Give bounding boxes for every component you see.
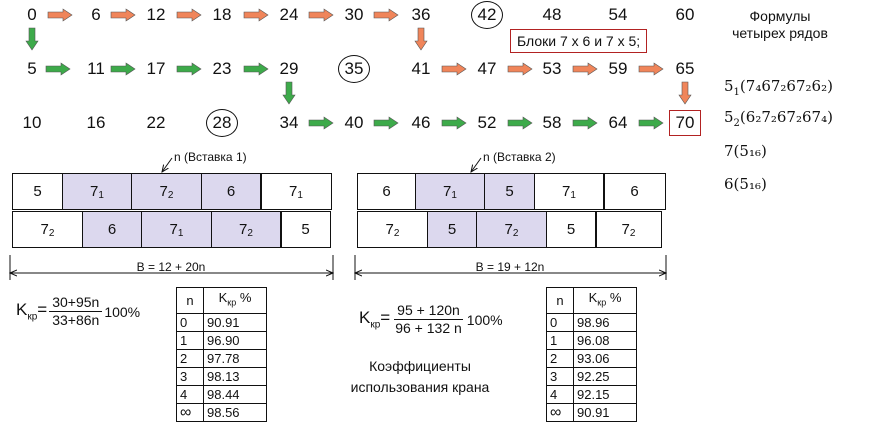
left-table-k-1: 96.90	[204, 332, 267, 350]
table-row	[547, 386, 637, 404]
left-table-k-5: 98.56	[204, 404, 267, 422]
table-row	[177, 386, 267, 404]
seq-number-final-70: 70	[669, 110, 701, 136]
left-r2-block-4: 7 $_2$	[211, 211, 282, 248]
green-arrow-r2-2	[177, 63, 201, 75]
right-k-formula	[359, 302, 503, 337]
seq-number-52: 52	[477, 113, 497, 132]
left-table-n-5: ∞	[177, 404, 204, 422]
left-table-n-3: 3	[177, 368, 204, 386]
right-k-numerator: 95 + 120n	[394, 302, 463, 320]
right-table-k-0: 98.96	[574, 314, 637, 332]
right-table-k-4: 92.15	[574, 386, 637, 404]
right-k-table	[546, 287, 637, 422]
seq-number-54: 54	[608, 5, 628, 24]
right-r1-block-2: 7 $_1$	[415, 173, 486, 210]
row-formula-3: 7(5₁₆)	[724, 142, 767, 160]
seq-number-5: 5	[27, 59, 37, 78]
left-k-table	[176, 287, 267, 422]
orange-arrow-r1-1	[111, 9, 135, 21]
table-row	[547, 332, 637, 350]
left-scheme-row1	[12, 173, 332, 210]
table-row	[177, 332, 267, 350]
right-table-k-2: 93.06	[574, 350, 637, 368]
seq-number-40: 40	[344, 113, 364, 132]
orange-arrow-r2-0	[442, 63, 466, 75]
right-r1-block-3: 5	[484, 173, 535, 210]
seq-number-10: 10	[22, 113, 42, 132]
seq-number-12: 12	[146, 5, 166, 24]
green-arrow-down-0	[26, 28, 38, 50]
orange-arrow-r2-1	[508, 63, 532, 75]
green-arrow-r3-1	[374, 117, 398, 129]
left-table-k-2: 97.78	[204, 350, 267, 368]
formulas-title-line2: четырех рядов	[732, 25, 828, 41]
right-table-k-1: 96.08	[574, 332, 637, 350]
orange-arrow-r1-0	[48, 9, 72, 21]
table-row	[547, 404, 637, 422]
orange-arrow-r1-5	[374, 9, 398, 21]
right-r2-block-4: 5	[546, 211, 597, 248]
left-k-suffix: 100%	[104, 303, 141, 320]
left-k-formula	[16, 294, 140, 329]
seq-number-circled-42: 42	[471, 1, 503, 29]
seq-number-0: 0	[27, 5, 37, 24]
right-k-denominator: 96 + 132 n	[395, 320, 462, 336]
seq-number-59: 59	[608, 59, 628, 78]
seq-number-18: 18	[212, 5, 232, 24]
left-r1-block-3: 7 $_2$	[131, 173, 202, 210]
green-arrow-r3-0	[309, 117, 333, 129]
right-table-n-3: 3	[547, 368, 574, 386]
left-table-k-4: 98.44	[204, 386, 267, 404]
left-k-numerator: 30+95n	[49, 294, 102, 312]
row-formula-1: $5_1(7_467_267_26_2)$	[724, 77, 833, 98]
green-arrow-r3-4	[573, 117, 597, 129]
orange-arrow-down-36	[415, 28, 427, 50]
seq-number-16: 16	[86, 113, 106, 132]
table-row	[547, 350, 637, 368]
right-r2-block-1: 7 $_2$	[357, 211, 428, 248]
seq-number-6: 6	[91, 5, 101, 24]
left-table-n-2: 2	[177, 350, 204, 368]
right-table-k-3: 92.25	[574, 368, 637, 386]
right-r1-block-4: 7 $_1$	[534, 173, 605, 210]
seq-number-65: 65	[675, 59, 695, 78]
green-arrow-r2-0	[46, 63, 70, 75]
right-table-n-1: 1	[547, 332, 574, 350]
right-table-n-0: 0	[547, 314, 574, 332]
left-k-symbol: $K_{кр}=$	[16, 300, 48, 323]
orange-arrow-r1-2	[177, 9, 201, 21]
left-r2-block-5: 5	[280, 211, 331, 248]
row-formula-2: $5_2(6_27_267_267_4)$	[724, 108, 833, 129]
seq-number-17: 17	[146, 59, 166, 78]
seq-number-48: 48	[542, 5, 562, 24]
insert-2-label: n (Вставка 2)	[483, 150, 556, 164]
table-row	[177, 404, 267, 422]
left-r1-block-5: 7 $_1$	[260, 173, 332, 210]
left-table-k-0: 90.91	[204, 314, 267, 332]
right-r2-block-2: 5	[427, 211, 478, 248]
blocks-note: Блоки 7 х 6 и 7 х 5;	[510, 29, 647, 53]
seq-number-34: 34	[279, 113, 299, 132]
right-k-fraction	[392, 302, 465, 337]
left-table-header-k: $K_{кр}$ %	[204, 288, 267, 314]
insert-2-pointer	[471, 158, 481, 172]
right-table-n-5: ∞	[547, 404, 574, 422]
table-row	[547, 368, 637, 386]
table-row	[547, 314, 637, 332]
orange-arrow-down-65	[679, 82, 691, 104]
right-scheme-row2	[357, 211, 662, 248]
green-arrow-r2-3	[244, 63, 268, 75]
left-k-denominator: 33+86n	[52, 312, 100, 328]
seq-number-53: 53	[542, 59, 562, 78]
right-table-n-2: 2	[547, 350, 574, 368]
right-table-n-4: 4	[547, 386, 574, 404]
right-r1-block-1: 6	[357, 173, 416, 210]
green-arrow-r3-5	[639, 117, 663, 129]
caption	[330, 356, 510, 398]
right-r1-block-5: 6	[603, 173, 666, 210]
seq-number-64: 64	[608, 113, 628, 132]
left-r2-block-3: 7 $_1$	[141, 211, 212, 248]
left-table-k-3: 98.13	[204, 368, 267, 386]
seq-number-11: 11	[87, 59, 105, 78]
seq-number-47: 47	[477, 59, 497, 78]
green-arrow-down-29	[283, 82, 295, 104]
seq-number-24: 24	[279, 5, 299, 24]
left-r2-block-2: 6	[82, 211, 143, 248]
table-row	[177, 350, 267, 368]
orange-arrow-r1-3	[244, 9, 268, 21]
left-table-n-0: 0	[177, 314, 204, 332]
seq-number-60: 60	[675, 5, 695, 24]
formulas-title-line1: Формулы	[749, 8, 811, 24]
left-r2-block-1: 7 $_2$	[12, 211, 83, 248]
seq-number-29: 29	[279, 59, 299, 78]
left-r1-block-1: 5	[12, 173, 63, 210]
left-r1-block-2: 7 $_1$	[62, 173, 133, 210]
insert-1-label: n (Вставка 1)	[174, 150, 247, 164]
right-table-header-k: $K_{кр}$ %	[574, 288, 637, 314]
table-row	[177, 314, 267, 332]
green-arrow-r3-3	[508, 117, 532, 129]
seq-number-circled-28: 28	[206, 109, 238, 137]
orange-arrow-r1-4	[309, 9, 333, 21]
caption-line2: использования крана	[350, 379, 490, 395]
left-table-n-4: 4	[177, 386, 204, 404]
left-table-n-1: 1	[177, 332, 204, 350]
left-dimension-label: B = 12 + 20n	[136, 260, 206, 274]
orange-arrow-r2-2	[573, 63, 597, 75]
right-table-header-n: n	[547, 288, 574, 314]
left-r1-block-4: 6	[201, 173, 262, 210]
right-dimension-label: B = 19 + 12n	[475, 260, 545, 274]
right-r2-block-3: 7 $_2$	[476, 211, 547, 248]
left-k-fraction	[49, 294, 102, 329]
seq-number-46: 46	[411, 113, 431, 132]
seq-number-circled-35: 35	[338, 55, 370, 83]
green-arrow-r3-2	[442, 117, 466, 129]
seq-number-58: 58	[542, 113, 562, 132]
row-formula-4: 6(5₁₆)	[724, 175, 767, 193]
insert-1-pointer	[162, 158, 172, 172]
green-arrow-r2-1	[111, 63, 135, 75]
seq-number-22: 22	[146, 113, 166, 132]
left-scheme-row2	[12, 211, 331, 248]
seq-number-23: 23	[212, 59, 232, 78]
right-scheme-row1	[357, 173, 666, 210]
orange-arrow-r2-3	[639, 63, 663, 75]
right-r2-block-5: 7 $_2$	[595, 211, 662, 248]
seq-number-30: 30	[344, 5, 364, 24]
caption-line1: Коэффициенты	[369, 358, 471, 374]
right-table-k-5: 90.91	[574, 404, 637, 422]
right-k-suffix: 100%	[466, 311, 503, 328]
right-k-symbol: $K_{кр}=$	[359, 308, 391, 331]
formulas-title	[720, 8, 840, 42]
left-table-header-n: n	[177, 288, 204, 314]
seq-number-36: 36	[411, 5, 431, 24]
seq-number-41: 41	[411, 59, 431, 78]
table-row	[177, 368, 267, 386]
